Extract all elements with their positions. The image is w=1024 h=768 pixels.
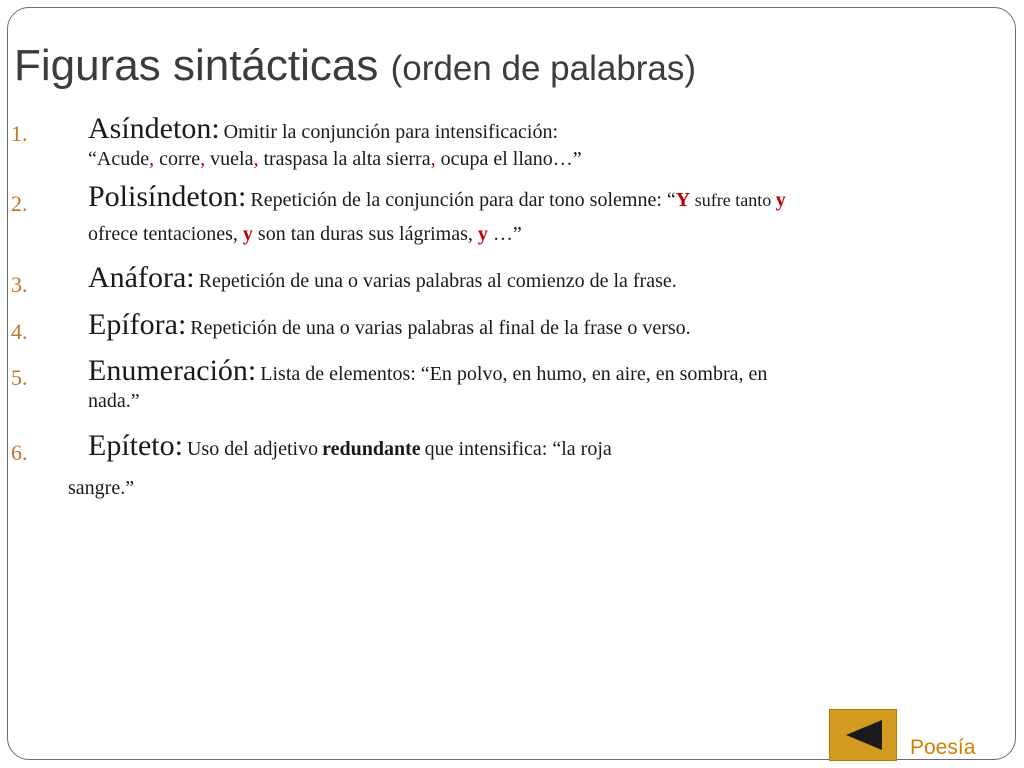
text-run: corre [154,148,201,170]
item-first-line [88,261,677,295]
item-number: 4. [11,319,28,344]
item-example [88,148,582,171]
item-first-line [88,180,786,214]
item-second-line [68,477,134,500]
item-description: Repetición de una o varias palabras al comienzo de la frase. [198,270,677,292]
item-number: 5. [11,365,28,390]
text-run: ocupa el llano…” [435,148,582,170]
item-description-rest [676,189,786,211]
item-description: Omitir la conjunción para intensificación: [223,121,559,143]
text-run: “Acude [88,148,150,170]
back-button[interactable] [829,709,897,761]
text-run: nada.” [88,390,140,412]
item-description: Repetición de la conjunción para dar tono solemne: “ [250,189,676,211]
item-description-bold: redundante [322,438,421,460]
item-description-post: que intensifica: “la roja [424,438,612,460]
item-term: Polisíndeton: [88,180,247,213]
item-description-pre: Uso del adjetivo [186,438,319,460]
item-first-line [88,429,612,463]
text-run: sangre.” [68,477,135,499]
item-number: 1. [11,121,28,146]
poesia-link[interactable]: Poesía [910,736,976,759]
item-description: Repetición de una o varias palabras al final de la frase o verso. [190,317,691,339]
highlight-text: y [775,189,786,211]
text-run: ofrece tentaciones, [88,223,243,245]
item-term: Anáfora: [88,261,195,294]
text-run: …” [487,223,522,245]
item-term: Epíteto: [88,429,183,462]
title-main: Figuras sintácticas [14,41,379,90]
slide-title [14,41,697,90]
item-number: 6. [11,440,28,465]
text-run: sufre tanto [690,190,776,210]
item-term: Epífora: [88,308,187,341]
title-subtitle: (orden de palabras) [390,49,697,88]
triangle-left-icon [844,718,884,752]
highlight-text: , [253,148,259,170]
text-run: vuela [205,148,254,170]
item-term: Enumeración: [88,354,257,387]
highlight-text: Y [675,189,691,211]
highlight-text: , [200,148,206,170]
slide-frame [7,7,1016,760]
item-description: Lista de elementos: “En polvo, en humo, en aire, en sombra, en [260,363,768,385]
item-first-line [88,354,767,388]
item-number: 2. [11,191,28,216]
item-second-line [88,390,140,413]
item-number: 3. [11,272,28,297]
item-first-line [88,112,558,146]
highlight-text: , [149,148,155,170]
text-run: son tan duras sus lágrimas, [252,223,478,245]
text-run: traspasa la alta sierra [258,148,431,170]
highlight-text: y [242,223,253,245]
highlight-text: , [430,148,436,170]
item-second-line [88,223,522,246]
highlight-text: y [477,223,488,245]
item-first-line [88,308,691,342]
item-term: Asíndeton: [88,112,220,145]
